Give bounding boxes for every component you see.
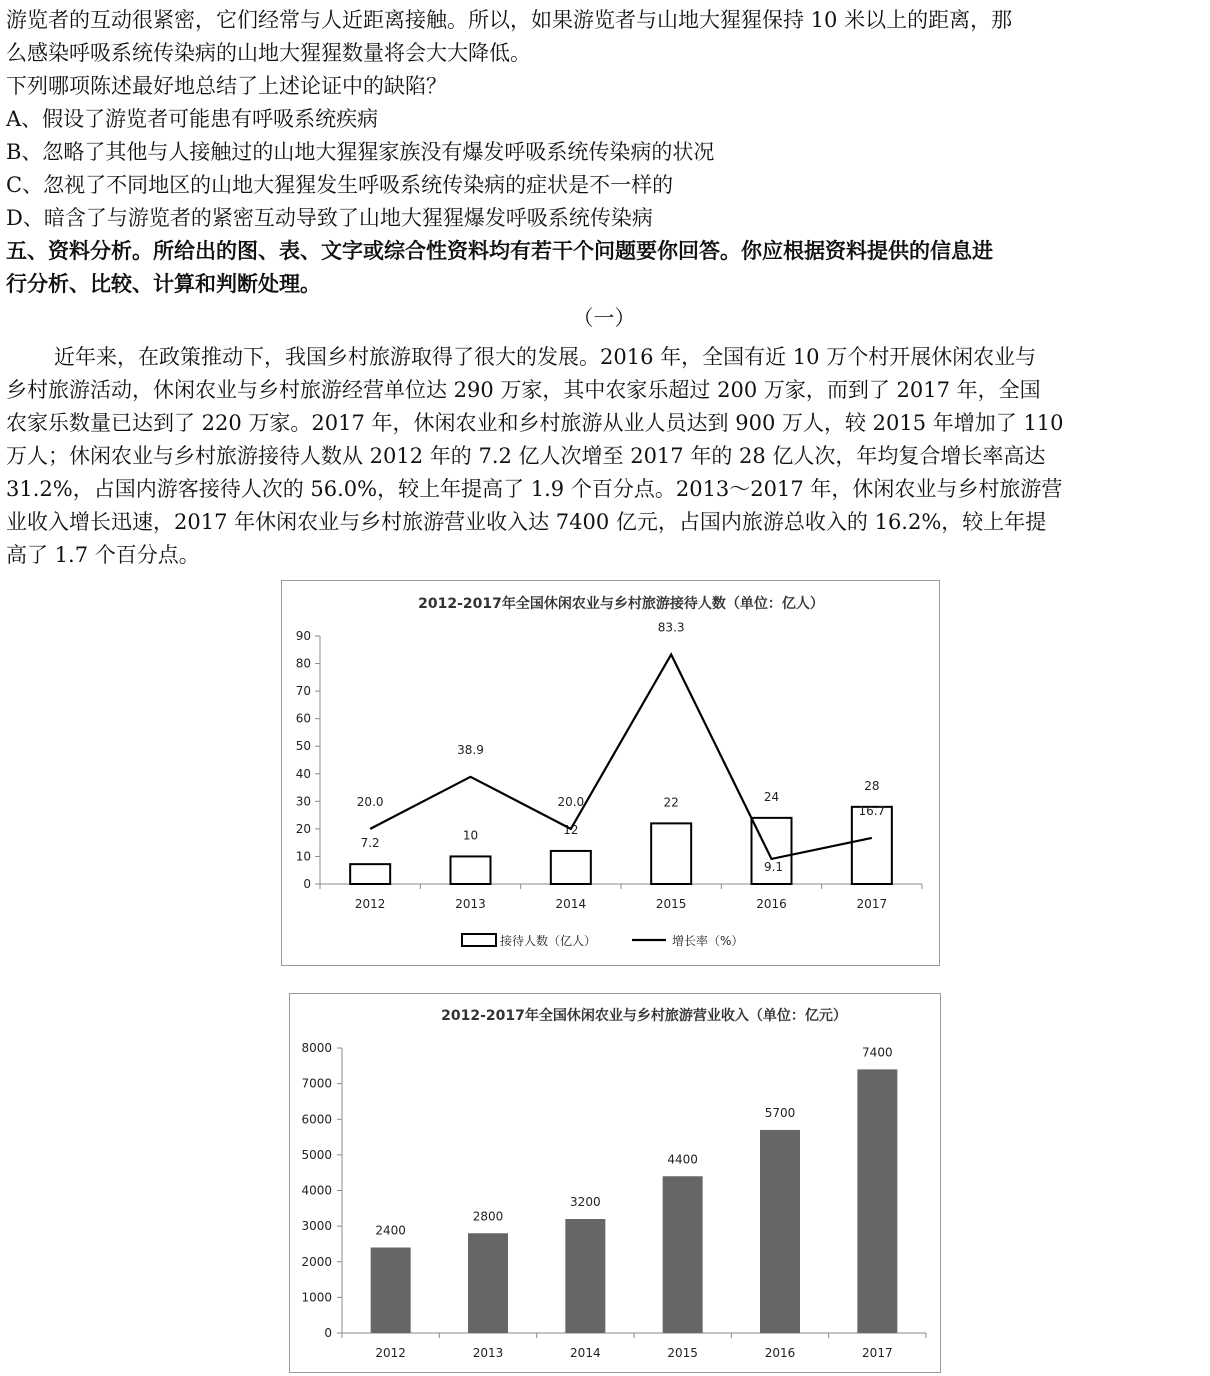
bar-revenue — [565, 1219, 605, 1333]
y-tick-label: 0 — [324, 1326, 332, 1340]
bar-data-label: 28 — [864, 778, 880, 793]
paragraph-line: 业收入增长迅速，2017 年休闲农业与乡村旅游营业收入达 7400 亿元，占国内旅游总收入的 16.2%，较上年提 — [6, 510, 1047, 534]
bar-visitors — [752, 818, 792, 884]
chart-title: 2012-2017年全国休闲农业与乡村旅游营业收入（单位：亿元） — [441, 1008, 847, 1024]
material-paragraph — [6, 341, 1202, 572]
bar-visitors — [551, 851, 591, 884]
bar-revenue — [760, 1130, 800, 1333]
bar-data-label: 10 — [462, 828, 479, 843]
bar-data-label: 2400 — [375, 1223, 406, 1238]
part-label: （一） — [572, 306, 636, 330]
bar-revenue — [468, 1233, 508, 1333]
paragraph-line: 农家乐数量已达到了 220 万家。2017 年，休闲农业和乡村旅游从业人员达到 900 万人，较 2015 年增加了 110 — [6, 411, 1064, 435]
x-tick-label: 2017 — [862, 1346, 893, 1360]
question-text-line: 么感染呼吸系统传染病的山地大猩猩数量将会大大降低。 — [6, 41, 531, 65]
paragraph-line: 万人；休闲农业与乡村旅游接待人数从 2012 年的 7.2 亿人次增至 2017 年的 28 亿人次，年均复合增长率高达 — [6, 444, 1046, 468]
bar-visitors — [651, 823, 691, 884]
y-tick-label: 0 — [303, 877, 311, 891]
bar-data-label: 22 — [663, 795, 679, 810]
legend-line-label: 增长率（%） — [672, 934, 744, 948]
line-data-label: 20.0 — [356, 794, 384, 809]
visitors-chart-svg — [282, 581, 938, 964]
x-tick-label: 2014 — [555, 897, 587, 911]
bar-data-label: 7400 — [862, 1045, 893, 1060]
bar-data-label: 7.2 — [360, 836, 380, 851]
bar-visitors — [852, 807, 892, 884]
revenue-chart — [289, 993, 941, 1373]
paragraph-line: 高了 1.7 个百分点。 — [6, 543, 200, 567]
paragraph-line: 31.2%，占国内游客接待人次的 56.0%，较上年提高了 1.9 个百分点。2013～2017 年，休闲农业与乡村旅游营 — [6, 477, 1063, 501]
x-tick-label: 2014 — [570, 1346, 601, 1360]
legend-bar-swatch — [462, 934, 496, 946]
y-tick-label: 3000 — [301, 1219, 332, 1234]
y-tick-label: 40 — [295, 766, 311, 781]
y-tick-label: 1000 — [301, 1290, 332, 1305]
y-tick-label: 70 — [295, 684, 311, 699]
paragraph-line: 乡村旅游活动，休闲农业与乡村旅游经营单位达 290 万家，其中农家乐超过 200 万家，而到了 2017 年，全国 — [6, 378, 1041, 402]
y-tick-label: 50 — [295, 739, 311, 754]
x-tick-label: 2017 — [856, 897, 888, 911]
y-tick-label: 20 — [295, 821, 311, 836]
y-tick-label: 30 — [295, 794, 311, 809]
x-tick-label: 2012 — [354, 897, 386, 911]
x-tick-label: 2013 — [472, 1346, 504, 1360]
bar-data-label: 3200 — [570, 1195, 601, 1209]
line-data-label: 9.1 — [763, 859, 784, 874]
x-tick-label: 2016 — [764, 1346, 796, 1360]
legend-bar-label: 接待人数（亿人） — [500, 934, 597, 948]
x-tick-label: 2015 — [667, 1346, 698, 1360]
question-text-line: 游览者的互动很紧密，它们经常与人近距离接触。所以，如果游览者与山地大猩猩保持 10 米以上的距离，那 — [6, 8, 1013, 32]
paragraph-line: 近年来，在政策推动下，我国乡村旅游取得了很大的发展。2016 年，全国有近 10 万个村开展休闲农业与 — [54, 345, 1037, 369]
x-tick-label: 2015 — [655, 897, 687, 911]
option-c: C、忽视了不同地区的山地大猩猩发生呼吸系统传染病的症状是不一样的 — [6, 173, 674, 197]
y-tick-label: 7000 — [301, 1076, 332, 1091]
bar-data-label: 2800 — [472, 1209, 504, 1224]
line-data-label: 83.3 — [657, 620, 685, 635]
option-b: B、忽略了其他与人接触过的山地大猩猩家族没有爆发呼吸系统传染病的状况 — [6, 140, 715, 164]
y-tick-label: 80 — [295, 656, 311, 671]
bar-revenue — [663, 1176, 703, 1333]
question-prompt: 下列哪项陈述最好地总结了上述论证中的缺陷？ — [6, 74, 447, 98]
bar-visitors — [451, 856, 491, 884]
revenue-chart-svg — [290, 994, 939, 1371]
y-tick-label: 5000 — [301, 1147, 332, 1162]
line-data-label: 38.9 — [457, 742, 484, 757]
bar-data-label: 24 — [763, 789, 780, 804]
x-tick-label: 2013 — [455, 897, 486, 911]
y-tick-label: 90 — [295, 629, 311, 643]
question-block — [6, 4, 1202, 335]
section-heading: 五、资料分析。所给出的图、表、文字或综合性资料均有若干个问题要你回答。你应根据资料提供的信息进 — [6, 239, 993, 263]
y-tick-label: 10 — [295, 849, 311, 864]
y-tick-label: 4000 — [301, 1183, 332, 1198]
x-tick-label: 2012 — [375, 1346, 406, 1360]
line-data-label: 20.0 — [557, 794, 585, 809]
y-tick-label: 60 — [295, 711, 311, 726]
y-tick-label: 8000 — [301, 1041, 332, 1055]
chart-title: 2012-2017年全国休闲农业与乡村旅游接待人数（单位：亿人） — [418, 596, 824, 612]
y-tick-label: 6000 — [301, 1112, 332, 1127]
growth-rate-line — [370, 654, 872, 858]
x-tick-label: 2016 — [756, 897, 787, 911]
bar-revenue — [371, 1248, 411, 1334]
line-data-label: 16.7 — [858, 803, 886, 818]
option-d: D、暗含了与游览者的紧密互动导致了山地大猩猩爆发呼吸系统传染病 — [6, 206, 653, 230]
bar-data-label: 12 — [563, 822, 579, 837]
visitors-chart — [281, 580, 940, 966]
bar-visitors — [350, 864, 390, 884]
bar-data-label: 4400 — [667, 1152, 698, 1167]
bar-data-label: 5700 — [764, 1105, 796, 1120]
option-a: A、假设了游览者可能患有呼吸系统疾病 — [6, 107, 379, 131]
bar-revenue — [857, 1069, 897, 1333]
y-tick-label: 2000 — [301, 1254, 332, 1269]
section-heading: 行分析、比较、计算和判断处理。 — [6, 272, 321, 296]
